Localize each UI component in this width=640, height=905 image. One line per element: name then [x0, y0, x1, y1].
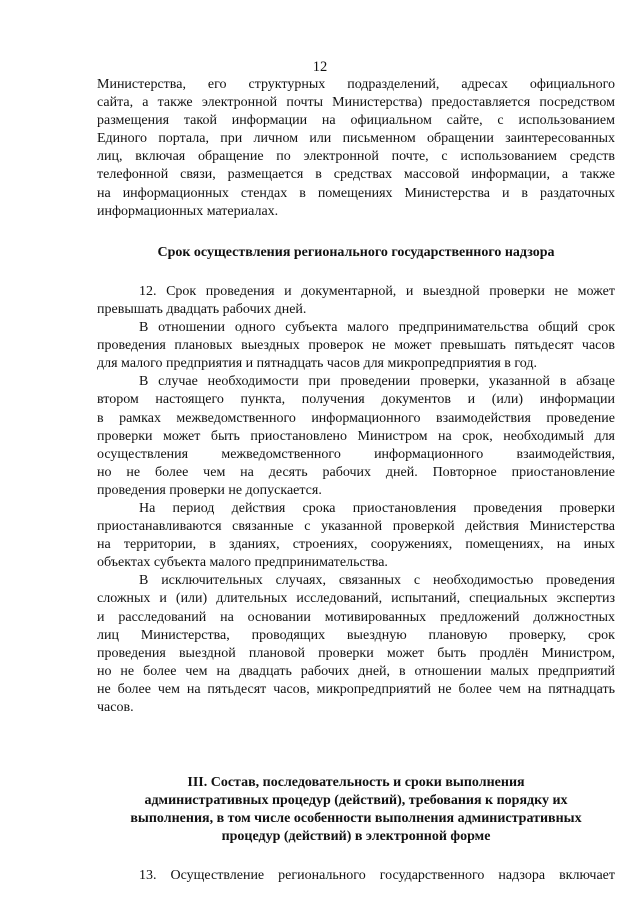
text-line: В случае необходимости при проведении проверки, указанной в абзаце [139, 374, 615, 390]
section-heading-srok [97, 244, 615, 262]
text-line: размещения такой информации на официальном сайте, с использованием [97, 113, 615, 129]
text-line: Министерства, его структурных подразделений, адресах официального [97, 77, 615, 92]
paragraph-suspension-period [97, 500, 615, 572]
heading-line: III. Состав, последовательность и сроки выполнения [187, 775, 525, 791]
text-line: но не более чем на двадцать рабочих дней, в отношении малых предприятий [97, 663, 615, 679]
text-line: 13. Осуществление регионального государственного надзора включает [139, 868, 615, 884]
text-line: и расследований на основании мотивированных предложений должностных [97, 609, 615, 625]
text-line: приостанавливаются связанные с указанной проверкой действия Министерства [97, 519, 615, 535]
text-line: телефонной связи, размещается в средствах массовой информации, а также [97, 167, 615, 183]
text-line: но не более чем на десять рабочих дней. Повторное приостановление [97, 464, 615, 480]
text-line: лиц, включая обращение по электронной почте, с использованием средств [97, 149, 615, 165]
text-line: Единого портала, при личном или письменном обращении заинтересованных [97, 131, 615, 147]
text-line: проведения плановых выездных проверок не может превышать пятьдесят часов [97, 338, 615, 354]
text-line: сайта, а также электронной почты Министерства) предоставляется посредством [97, 95, 615, 111]
text-line: сложных и (или) длительных исследований, испытаний, специальных экспертиз [97, 591, 615, 607]
section-heading-iii [97, 774, 615, 846]
text-line: для малого предприятия и пятнадцать часов для микропредприятия в год. [97, 356, 537, 372]
text-line: лиц Министерства, проводящих выездную плановую проверку, срок [97, 627, 615, 643]
text-line: не более чем на пятьдесят часов, микропредприятий не более чем на пятнадцать [97, 681, 615, 697]
text-line: превышать двадцать рабочих дней. [97, 301, 307, 317]
text-line: осуществления межведомственного информационного взаимодействия, [97, 446, 615, 462]
text-line: втором настоящего пункта, получения документов и (или) информации [97, 392, 615, 408]
heading-line: процедур (действий) в электронной форме [221, 829, 491, 845]
heading-line: Срок осуществления регионального государственного надзора [157, 244, 555, 260]
text-line: проведения выездной плановой проверки может быть продлён Министром, [97, 645, 615, 661]
text-line: объектах субъекта малого предпринимательства. [97, 555, 388, 571]
paragraph-suspension [97, 373, 615, 500]
paragraph-exceptional-cases [97, 572, 615, 717]
heading-line: выполнения, в том числе особенности выполнения административных [130, 811, 582, 827]
text-line: информационных материалах. [97, 203, 279, 219]
page-number: 12 [312, 59, 328, 75]
text-line: проверки может быть приостановлено Министром на срок, необходимый для [97, 428, 615, 444]
paragraph-small-business [97, 319, 615, 373]
paragraph-12 [97, 283, 615, 319]
text-line: в рамках межведомственного информационного взаимодействия проведение [97, 410, 615, 426]
text-line: проведения проверки не допускается. [97, 482, 322, 498]
text-line: В отношении одного субъекта малого предпринимательства общий срок [139, 320, 615, 336]
text-line: часов. [97, 700, 134, 715]
paragraph-13 [97, 867, 615, 885]
paragraph-continuation [97, 76, 615, 221]
text-line: 12. Срок проведения и документарной, и выездной проверки не может [139, 283, 615, 299]
text-line: на информационных стендах в помещениях Министерства и в раздаточных [97, 185, 615, 201]
document-body [97, 76, 615, 886]
heading-line: административных процедур (действий), требования к порядку их [144, 793, 568, 809]
text-line: В исключительных случаях, связанных с необходимостью проведения [139, 573, 615, 589]
text-line: на территории, в зданиях, строениях, сооружениях, помещениях, на иных [97, 537, 615, 553]
text-line: На период действия срока приостановления проведения проверки [139, 500, 615, 516]
